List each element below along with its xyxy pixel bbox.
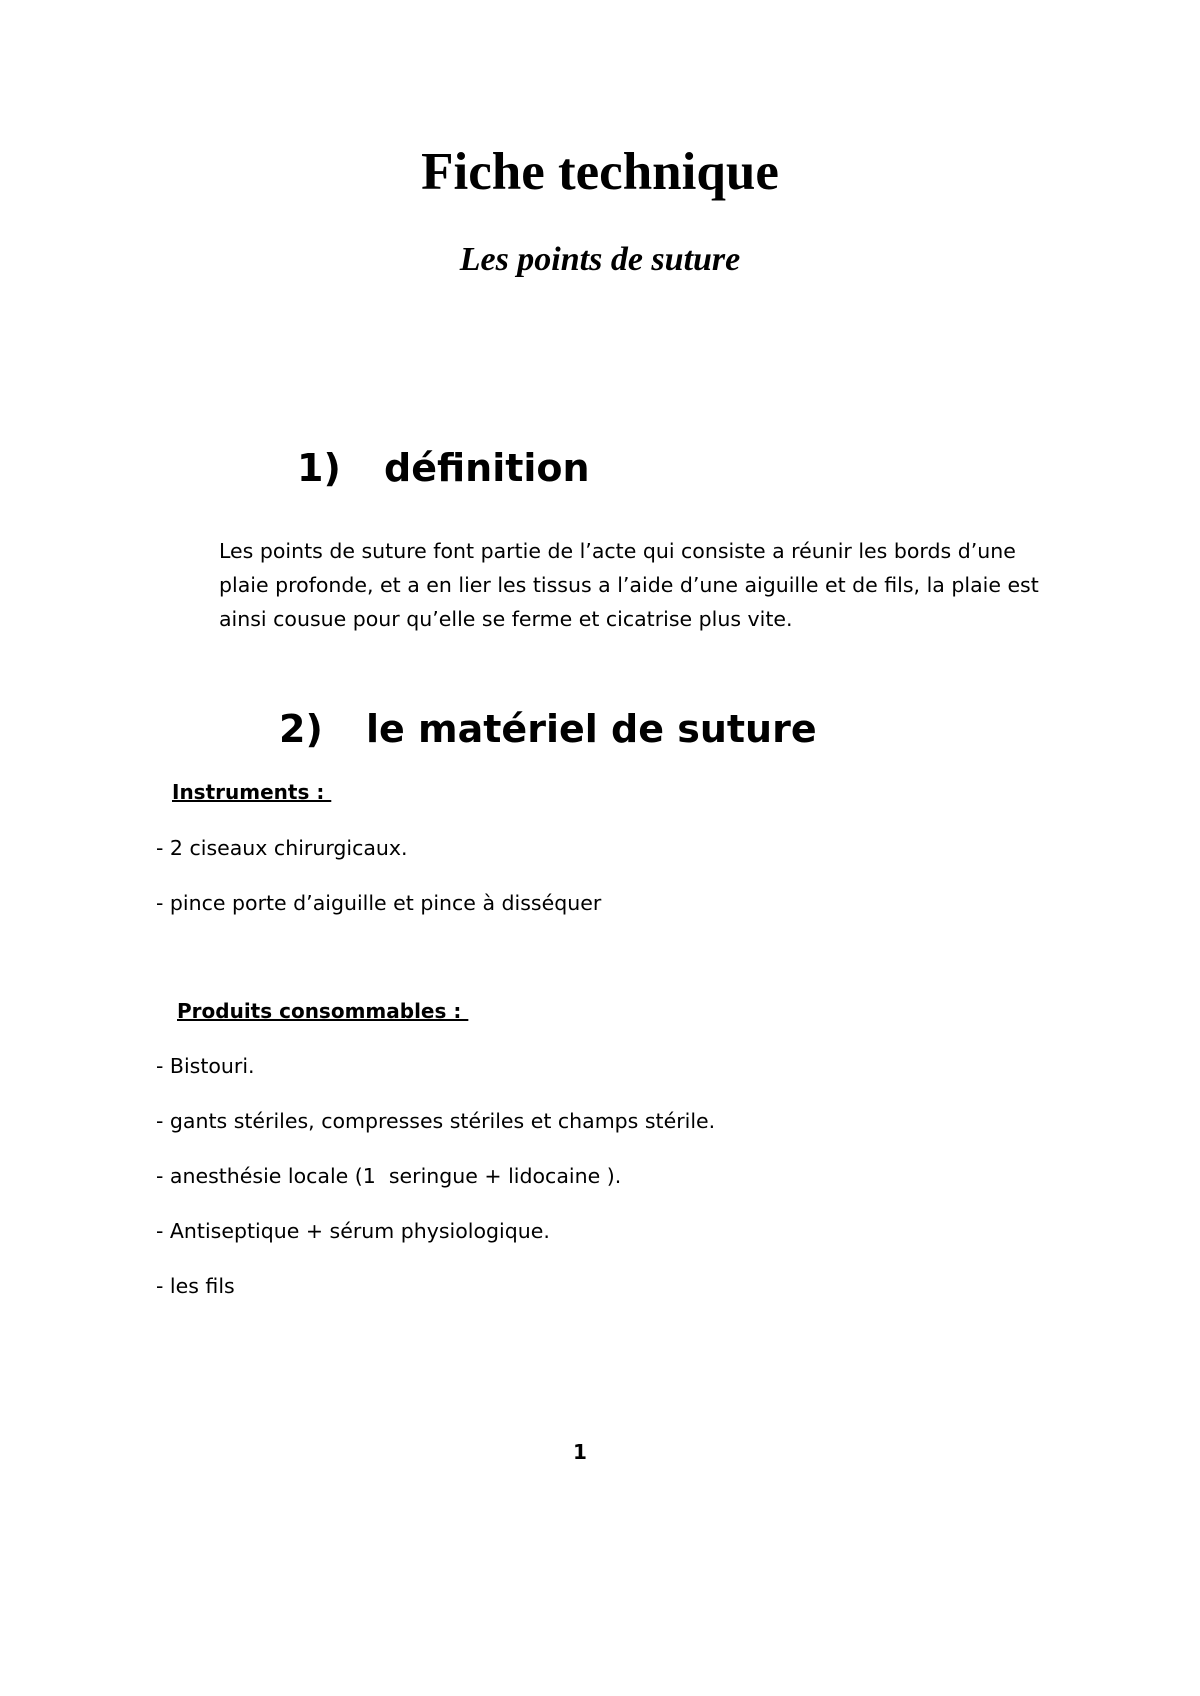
list-item: - Bistouri.	[156, 1054, 255, 1078]
list-item: - pince porte d’aiguille et pince à disséquer	[156, 891, 602, 915]
list-item: - les fils	[156, 1274, 235, 1298]
subheading-produits-consommables: Produits consommables :	[177, 999, 469, 1023]
section-number: 2)	[279, 707, 323, 751]
list-item: - gants stériles, compresses stériles et champs stérile.	[156, 1109, 716, 1133]
list-item: - anesthésie locale (1 seringue + lidocaine ).	[156, 1164, 622, 1188]
section-number: 1)	[297, 446, 341, 490]
definition-paragraph: Les points de suture font partie de l’acte qui consiste a réunir les bords d’une plaie profonde, et a en lier les tissus a l’aide d’une aiguille et de fils, la plaie est ainsi cousue pour qu’elle se ferme et cicatrise plus vite.	[219, 539, 1039, 631]
section-title: définition	[384, 446, 590, 490]
section-title: le matériel de suture	[366, 707, 817, 751]
subheading-instruments: Instruments :	[172, 780, 332, 804]
list-item: - Antiseptique + sérum physiologique.	[156, 1219, 550, 1243]
page-number: 1	[573, 1440, 587, 1464]
section-heading-definition	[297, 446, 590, 490]
section-heading-materiel	[279, 707, 817, 751]
document-title: Fiche technique	[421, 143, 779, 201]
document-subtitle: Les points de suture	[459, 241, 741, 278]
list-item: - 2 ciseaux chirurgicaux.	[156, 836, 408, 860]
